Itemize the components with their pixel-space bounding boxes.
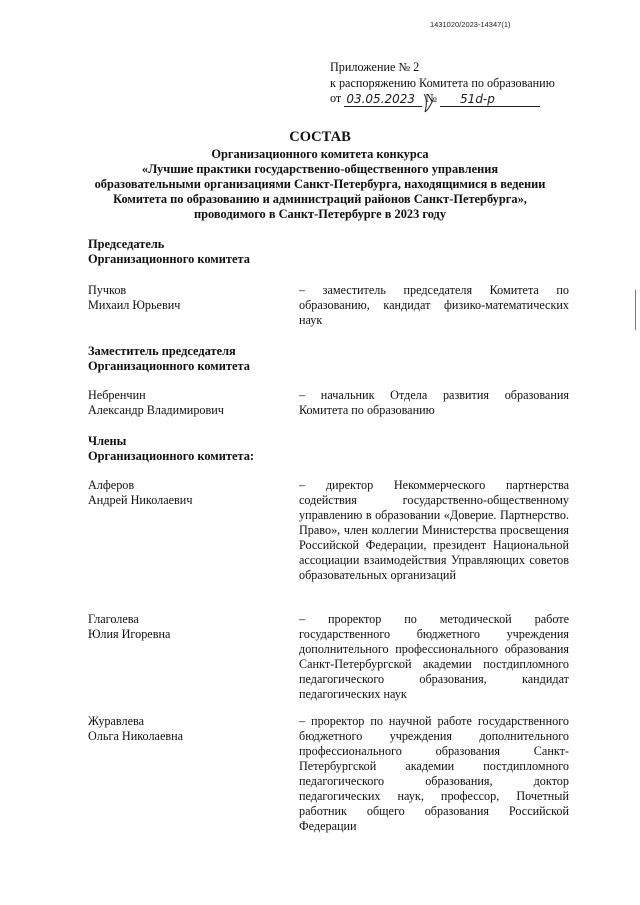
heading-line: Организационного комитета конкурса — [211, 147, 429, 161]
heading-line: Комитета по образованию и администраций районов Санкт-Петербурга», — [113, 192, 527, 206]
section-members-line2: Организационного комитета: — [88, 449, 255, 463]
section-deputy-line2: Организационного комитета — [88, 359, 250, 373]
appendix-order-line: к распоряжению Комитета по образованию — [330, 75, 555, 90]
margin-mark — [635, 290, 636, 330]
member-surname: Глаголева — [88, 612, 139, 626]
member-surname: Журавлева — [88, 714, 145, 728]
member-given-names: Андрей Николаевич — [88, 493, 193, 507]
member-name — [88, 478, 278, 508]
member-position: – директор Некоммерческого партнерства содействия государственно-общественному управлению в образовании «Доверие. Партнерство. Право», член коллегии Министерства просвещения Российской Федерации, президент Национальной ассоциации взаимодействия Управляющих советов образовательных организаций — [299, 478, 569, 582]
member-surname: Небренчин — [88, 388, 146, 402]
member-given-names: Михаил Юрьевич — [88, 298, 181, 312]
handwritten-date: 03.05.2023 — [346, 91, 416, 106]
number-label: № — [425, 91, 437, 105]
heading-line: образовательными организациями Санкт-Петербурга, находящимися в ведении — [94, 177, 546, 191]
appendix-block — [330, 60, 580, 107]
section-chair-line1: Председатель — [88, 237, 165, 251]
member-position: – начальник Отдела развития образования Комитета по образованию — [299, 388, 569, 417]
section-members-line1: Члены — [88, 434, 127, 448]
document-number: 1431020/2023-14347(1) — [430, 20, 511, 29]
section-chair — [88, 237, 250, 267]
heading-line: проводимого в Санкт-Петербурге в 2023 году — [193, 207, 447, 221]
number-field — [440, 92, 540, 107]
section-deputy-line1: Заместитель председателя — [88, 344, 236, 358]
member-position: – заместитель председателя Комитета по образованию, кандидат физико-математических наук — [299, 283, 569, 327]
section-members — [88, 434, 254, 464]
section-deputy — [88, 344, 250, 374]
member-position: – проректор по методической работе государственного бюджетного учреждения дополнительного профессионального образования Санкт-Петербургской академии постдипломного педагогического образования, кандидат педагогических наук — [299, 612, 569, 701]
date-prefix: от — [330, 91, 342, 105]
appendix-title: Приложение № 2 — [330, 60, 420, 74]
section-chair-line2: Организационного комитета — [88, 252, 250, 266]
member-given-names: Александр Владимирович — [88, 403, 224, 417]
appendix-date-line — [330, 91, 580, 107]
document-heading — [60, 130, 580, 222]
heading-main: СОСТАВ — [289, 129, 351, 145]
date-field — [344, 92, 422, 107]
member-given-names: Ольга Николаевна — [88, 729, 184, 743]
member-name — [88, 612, 278, 642]
member-given-names: Юлия Игоревна — [88, 627, 171, 641]
member-surname: Алферов — [88, 478, 135, 492]
member-surname: Пучков — [88, 283, 127, 297]
member-name — [88, 283, 278, 313]
member-position: – проректор по научной работе государственного бюджетного учреждения дополнительного профессионального образования Санкт-Петербургской академии постдипломного педагогического образования, доктор педагогических наук, профессор, Почетный работник общего образования Российской Федерации — [299, 714, 569, 833]
heading-line: «Лучшие практики государственно-общественного управления — [141, 162, 499, 176]
member-name — [88, 388, 278, 418]
handwritten-number: 51d-p — [460, 91, 495, 106]
signature-flourish-icon — [418, 92, 442, 116]
member-name — [88, 714, 278, 744]
